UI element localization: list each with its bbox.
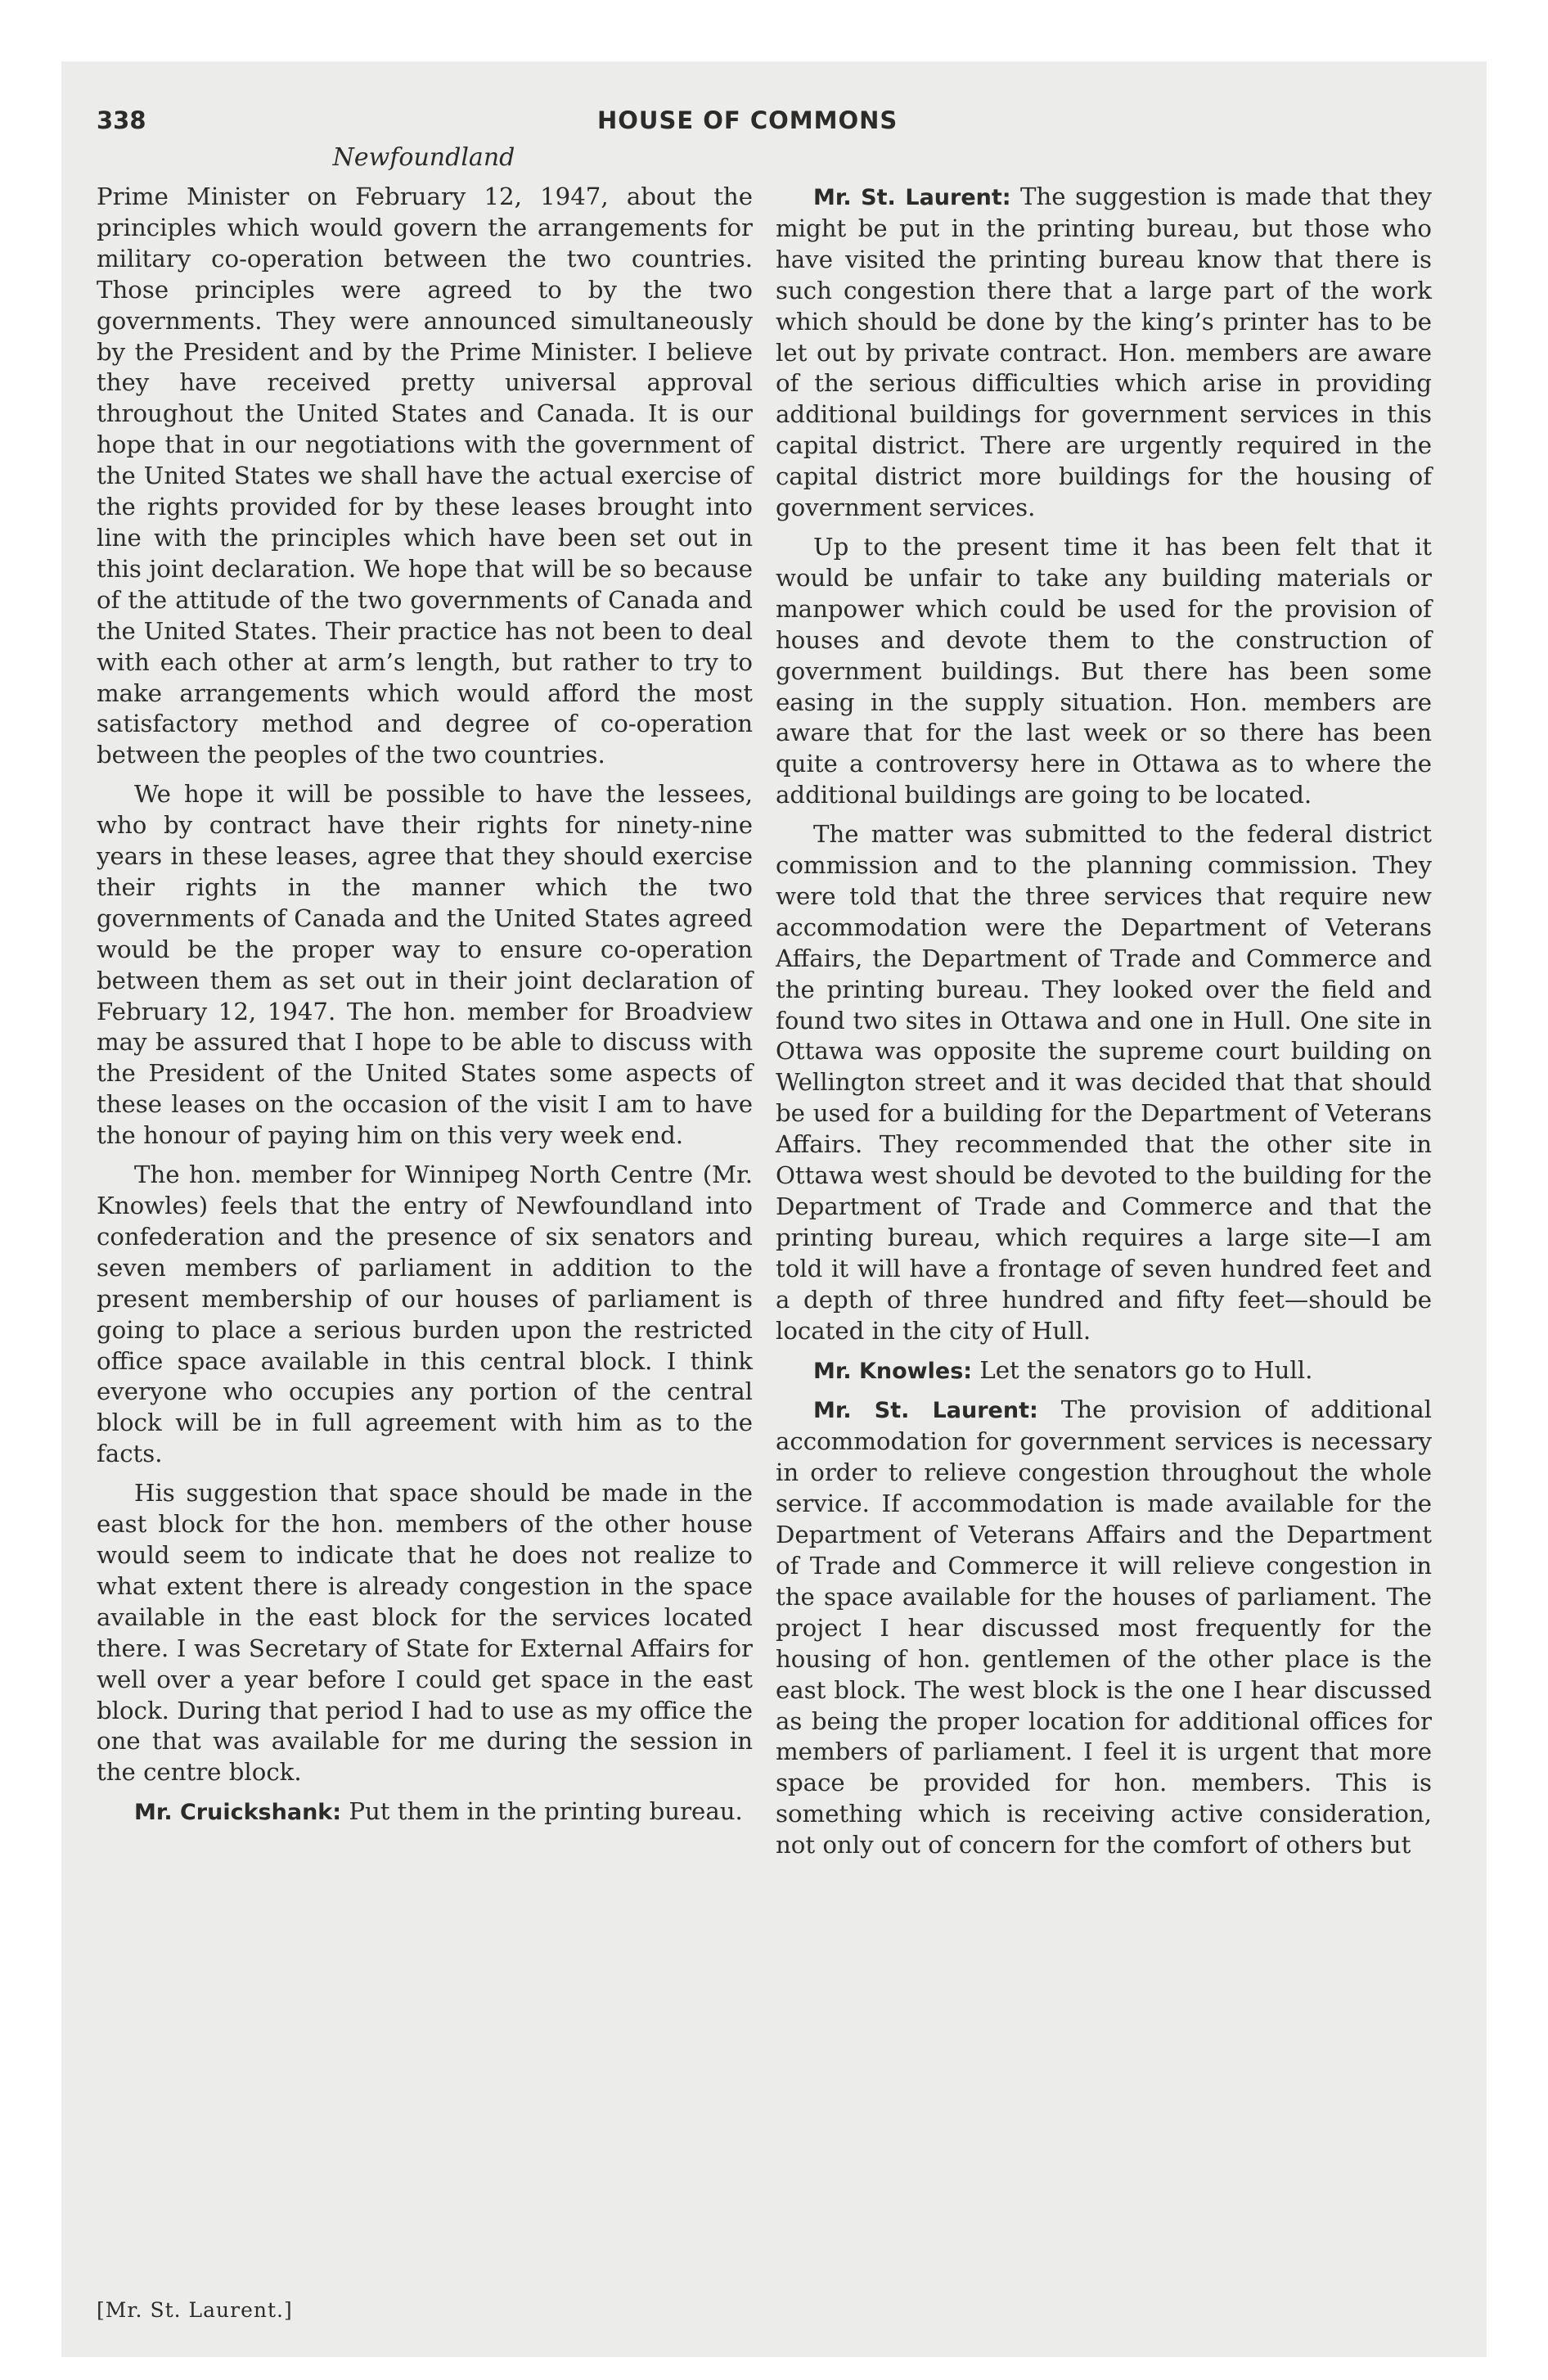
speaker-name: Mr. St. Laurent: [813, 1398, 1038, 1424]
page-number: 338 [97, 106, 146, 134]
paragraph-text: The matter was submitted to the federal district commission and to the planning commission. They were told that the three services that require new accommodation were the Department of Veterans Affairs, the Department of Trade and Commerce and the printing bureau. They looked over the field and found two sites in Ottawa and one in Hull. One site in Ottawa was opposite the supreme court building on Wellington street and it was decided that that should be used for a building for the Department of Veterans Affairs. They recommended that the other site in Ottawa west should be devoted to the building for the Department of Trade and Commerce and that the printing bureau, which requires a large site—I am told it will have a frontage of seven hundred feet and a depth of three hundred and fifty feet—should be located in the city of Hull. [776, 820, 1432, 1345]
paragraph-text: The provision of additional accommodation for government services is necessary in order to relieve congestion throughout the whole service. If accommodation is made available for the Department of Veterans Affairs and the Department of Trade and Commerce it will relieve congestion in the space available for the houses of parliament. The project I hear discussed most frequently for the housing of hon. gentlemen of the other place is the east block. The west block is the one I hear discussed as being the proper location for additional offices for members of parliament. I feel it is urgent that more space be provided for hon. members. This is something which is receiving active consideration, not only out of concern for the comfort of others but [776, 1395, 1432, 1859]
paragraph-text: Let the senators go to Hull. [979, 1355, 1313, 1384]
footer-citation: [Mr. St. Laurent.] [97, 2298, 293, 2322]
paragraph [97, 1478, 753, 1788]
running-head: HOUSE OF COMMONS [597, 106, 898, 134]
paragraph-text: Up to the present time it has been felt that it would be unfair to take any building materials or manpower which could be used for the provision of houses and devote them to the construction of government buildings. But there has been some easing in the supply situation. Hon. members are aware that for the last week or so there has been quite a controversy here in Ottawa as to where the additional buildings are going to be located. [776, 532, 1432, 809]
paragraph [776, 532, 1432, 811]
paragraph-text: Prime Minister on February 12, 1947, about the principles which would govern the arrangements for military co-operation between the two countries. Those principles were agreed to by the two governments. They were announced simultaneously by the President and by the Prime Minister. I believe they have received pretty universal approval throughout the United States and Canada. It is our hope that in our negotiations with the government of the United States we shall have the actual exercise of the rights provided for by these leases brought into line with the principles which have been set out in this joint declaration. We hope that will be so because of the attitude of the two governments of Canada and the United States. Their practice has not been to deal with each other at arm’s length, but rather to try to make arrangements which would afford the most satisfactory method and degree of co-operation between the peoples of the two countries. [97, 183, 753, 769]
paragraph [776, 1355, 1432, 1387]
right-column [776, 182, 1432, 1869]
section-title: Newfoundland [332, 143, 515, 172]
paragraph [97, 779, 753, 1152]
paragraph-text: We hope it will be possible to have the lessees, who by contract have their rights for ninety-nine years in these leases, agree that they should exercise their rights in the manner which the two governments of Canada and the United States agreed would be the proper way to ensure co-operation between them as set out in their joint declaration of February 12, 1947. The hon. member for Broadview may be assured that I hope to be able to discuss with the President of the United States some aspects of these leases on the occasion of the visit I am to have the honour of paying him on this very week end. [97, 780, 753, 1150]
paragraph [776, 182, 1432, 524]
page-header [97, 106, 1437, 142]
speaker-name: Mr. Cruickshank: [134, 1800, 342, 1826]
paragraph-text: The hon. member for Winnipeg North Centre (Mr. Knowles) feels that the entry of Newfoundland into confederation and the presence of six senators and seven members of parliament in addition to the present membership of our houses of parliament is going to place a serious burden upon the restricted office space available in this central block. I think everyone who occupies any portion of the central block will be in full agreement with him as to the facts. [97, 1161, 753, 1468]
paragraph-text: His suggestion that space should be made in the east block for the hon. members of the other house would seem to indicate that he does not realize to what extent there is already congestion in the space available in the east block for the services located there. I was Secretary of State for External Affairs for well over a year before I could get space in the east block. During that period I had to use as my office the one that was available for me during the session in the centre block. [97, 1479, 753, 1787]
paragraph [97, 1796, 753, 1828]
paragraph-text: Put them in the printing bureau. [349, 1797, 743, 1826]
paragraph [97, 1160, 753, 1470]
paragraph [776, 1395, 1432, 1861]
left-column [97, 182, 753, 1837]
paragraph [776, 819, 1432, 1346]
paragraph-text: The suggestion is made that they might be put in the printing bureau, but those who have visited the printing bureau know that there is such congestion there that a large part of the work which should be done by the king’s printer has to be let out by private contract. Hon. members are aware of the serious difficulties which arise in providing additional buildings for government services in this capital district. There are urgently required in the capital district more buildings for the housing of government services. [776, 183, 1432, 522]
paragraph [97, 182, 753, 771]
speaker-name: Mr. Knowles: [813, 1358, 973, 1384]
speaker-name: Mr. St. Laurent: [813, 185, 1011, 210]
